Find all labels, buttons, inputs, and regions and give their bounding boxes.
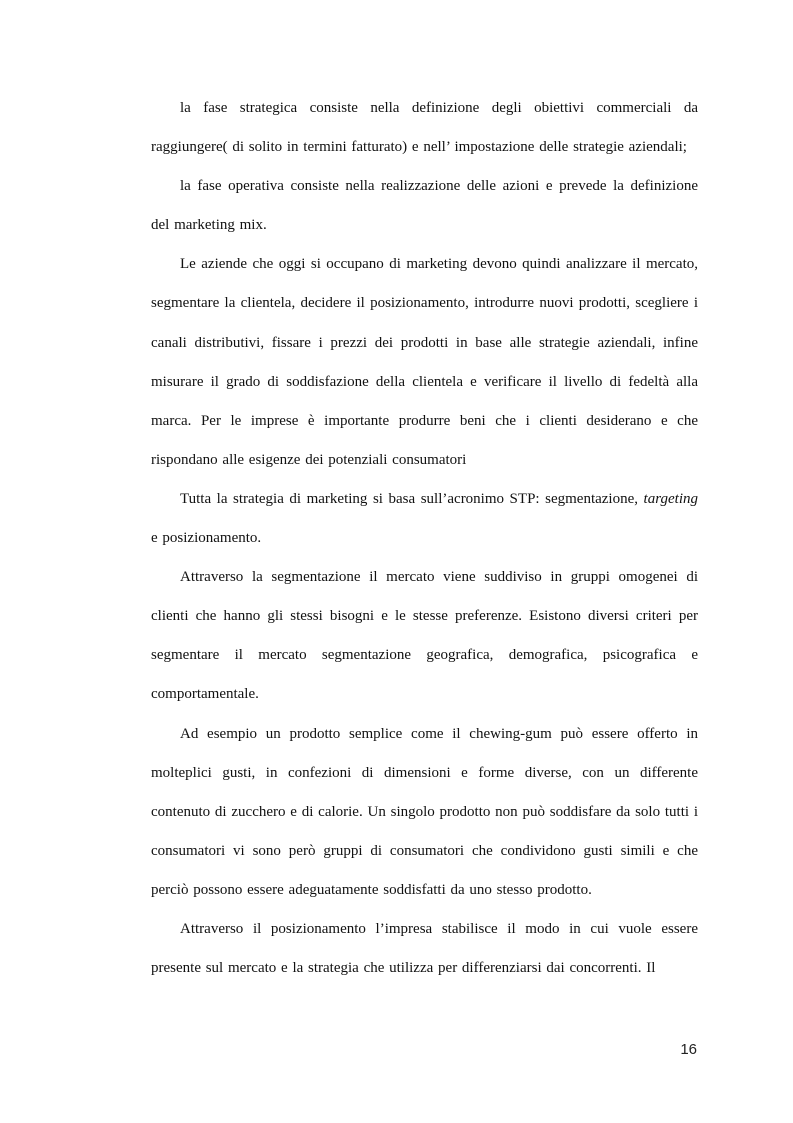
paragraph-stp <box>151 480 698 558</box>
paragraph-fase-operativa: la fase operativa consiste nella realizzazione delle azioni e prevede la definizione del marketing mix. <box>151 178 698 234</box>
page-number: 16 <box>680 1041 697 1058</box>
paragraph-aziende-marketing: Le aziende che oggi si occupano di marketing devono quindi analizzare il mercato, segmentare la clientela, decidere il posizionamento, introdurre nuovi prodotti, scegliere i canali distributivi, fissare i prezzi dei prodotti in base alle strategie aziendali, infine misurare il grado di soddisfazione della clientela e verificare il livello di fedeltà alla marca. Per le imprese è importante produrre beni che i clienti desiderano e che rispondano alle esigenze dei potenziali consumatori <box>151 256 698 468</box>
stp-text-after: e posizionamento. <box>151 530 262 547</box>
paragraph-fase-strategica: la fase strategica consiste nella definizione degli obiettivi commerciali da raggiungere( di solito in termini fatturato) e nell’ impostazione delle strategie aziendali; <box>151 100 698 156</box>
stp-text-before: Tutta la strategia di marketing si basa sull’acronimo STP: segmentazione, <box>180 490 644 507</box>
body-text <box>151 89 698 988</box>
paragraph-posizionamento: Attraverso il posizionamento l’impresa stabilisce il modo in cui vuole essere presente sul mercato e la strategia che utilizza per differenziarsi dai concorrenti. Il <box>151 920 698 977</box>
paragraph-esempio-chewing-gum: Ad esempio un prodotto semplice come il chewing-gum può essere offerto in molteplici gusti, in confezioni di dimensioni e forme diverse, con un differente contenuto di zucchero e di calorie. Un singolo prodotto non può soddisfare da solo tutti i consumatori vi sono però gruppi di consumatori che condividono gusti simili e che perciò possono essere adeguatamente soddisfatti da uno stesso prodotto. <box>151 725 698 898</box>
paragraph-segmentazione: Attraverso la segmentazione il mercato viene suddiviso in gruppi omogenei di clienti che hanno gli stessi bisogni e le stesse preferenze. Esistono diversi criteri per segmentare il mercato segmentazione geografica, demografica, psicografica e comportamentale. <box>151 569 698 703</box>
stp-text-italic: targeting <box>643 490 698 507</box>
